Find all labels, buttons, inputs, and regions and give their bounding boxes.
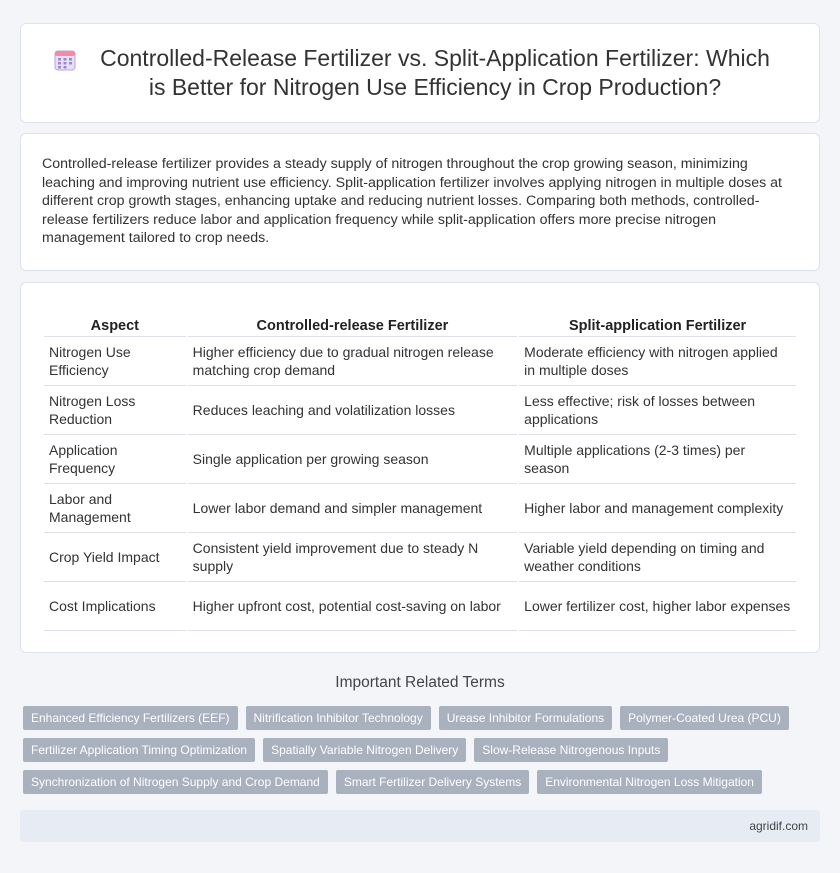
row-aspect: Nitrogen Use Efficiency [44,337,186,386]
footer-site-link[interactable]: agridif.com [749,819,808,833]
related-term-tag[interactable]: Slow-Release Nitrogenous Inputs [474,738,668,762]
table-row [44,337,796,386]
related-term-tag[interactable]: Synchronization of Nitrogen Supply and Crop Demand [23,770,328,794]
row-split-application: Variable yield depending on timing and weather conditions [519,533,796,582]
summary-text: Controlled-release fertilizer provides a steady supply of nitrogen throughout the crop growing season, minimizing leaching and improving nutrient use efficiency. Split-application fertilizer involves applying nitrogen in multiple doses at different crop growth stages, enhancing uptake and reducing nutrient losses. Comparing both methods, controlled-release fertilizers reduce labor and application frequency while split-application offers more precise nitrogen management tailored to crop needs. [42,156,782,247]
header-aspect: Aspect [44,315,186,337]
table-row [44,484,796,533]
row-controlled-release: Single application per growing season [188,435,517,484]
page-title: Controlled-Release Fertilizer vs. Split-Application Fertilizer: Which is Better for Nitrogen Use Efficiency in Crop Production? [100,45,770,100]
row-aspect: Labor and Management [44,484,186,533]
comparison-table [42,315,798,631]
related-term-tag[interactable]: Spatially Variable Nitrogen Delivery [263,738,466,762]
table-row [44,386,796,435]
row-controlled-release: Consistent yield improvement due to steady N supply [188,533,517,582]
row-split-application: Less effective; risk of losses between applications [519,386,796,435]
related-terms-tags [23,706,803,794]
row-aspect: Cost Implications [44,582,186,631]
table-header-row [44,315,796,337]
header-controlled-release: Controlled-release Fertilizer [188,315,517,337]
row-split-application: Multiple applications (2-3 times) per season [519,435,796,484]
summary-card [20,133,820,271]
footer [20,810,820,842]
related-term-tag[interactable]: Polymer-Coated Urea (PCU) [620,706,789,730]
row-split-application: Higher labor and management complexity [519,484,796,533]
related-term-tag[interactable]: Urease Inhibitor Formulations [439,706,612,730]
row-aspect: Crop Yield Impact [44,533,186,582]
comparison-table-card [20,282,820,653]
related-term-tag[interactable]: Fertilizer Application Timing Optimization [23,738,255,762]
table-row [44,533,796,582]
row-split-application: Lower fertilizer cost, higher labor expenses [519,582,796,631]
row-controlled-release: Higher efficiency due to gradual nitrogen release matching crop demand [188,337,517,386]
related-term-tag[interactable]: Environmental Nitrogen Loss Mitigation [537,770,762,794]
row-aspect: Application Frequency [44,435,186,484]
row-controlled-release: Lower labor demand and simpler management [188,484,517,533]
header-split-application: Split-application Fertilizer [519,315,796,337]
related-terms-title: Important Related Terms [335,674,505,691]
related-term-tag[interactable]: Smart Fertilizer Delivery Systems [336,770,529,794]
title-card [20,23,820,123]
row-controlled-release: Higher upfront cost, potential cost-saving on labor [188,582,517,631]
related-term-tag[interactable]: Nitrification Inhibitor Technology [246,706,431,730]
table-row [44,435,796,484]
row-controlled-release: Reduces leaching and volatilization losses [188,386,517,435]
row-split-application: Moderate efficiency with nitrogen applied in multiple doses [519,337,796,386]
related-term-tag[interactable]: Enhanced Efficiency Fertilizers (EEF) [23,706,238,730]
table-row [44,582,796,631]
row-aspect: Nitrogen Loss Reduction [44,386,186,435]
